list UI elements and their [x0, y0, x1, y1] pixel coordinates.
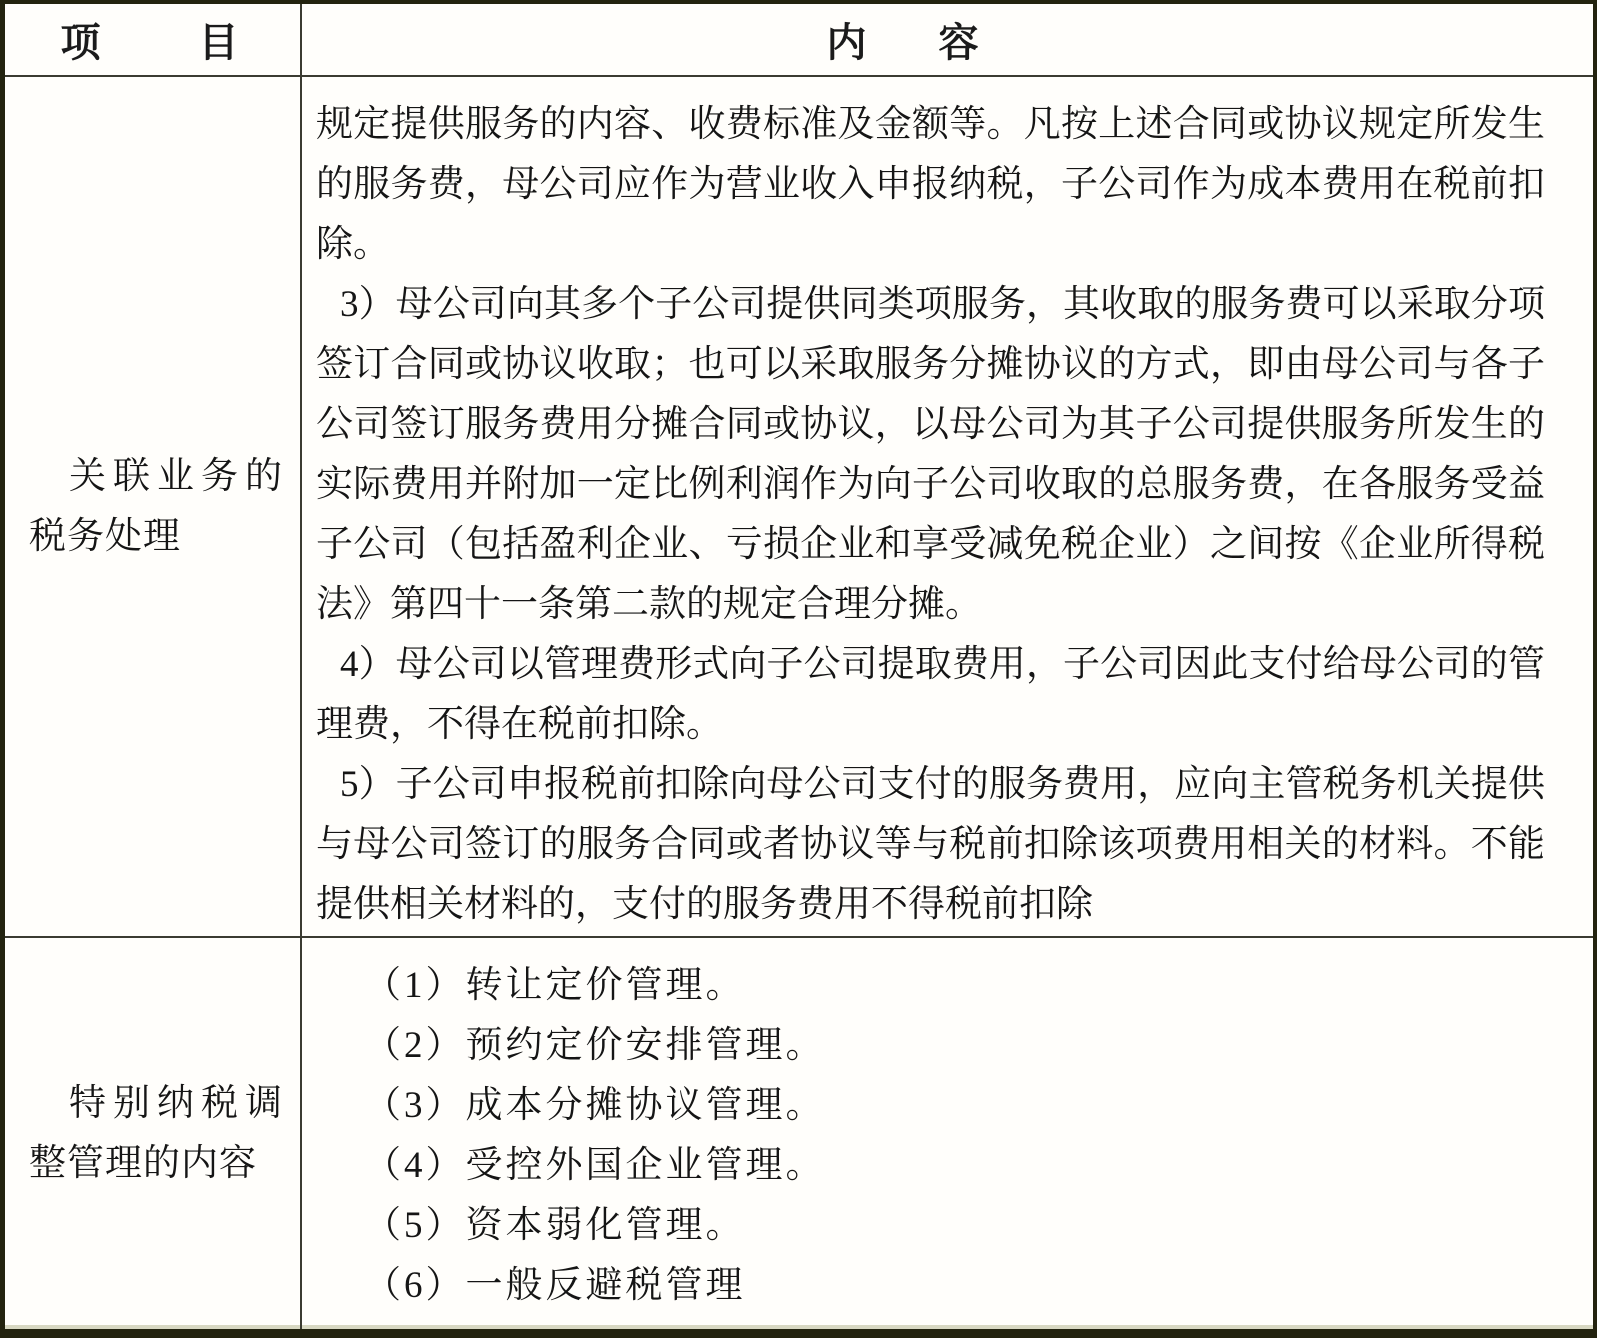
table-grid	[5, 4, 1593, 1329]
row-label-special-tax-adjustment	[5, 938, 302, 1329]
list-item: （2）预约定价安排管理。	[364, 1025, 826, 1066]
list-item: （3）成本分摊协议管理。	[364, 1085, 826, 1126]
column-header-content-label: 内 容	[826, 21, 995, 65]
paragraph: 3）母公司向其多个子公司提供同类项服务，其收取的服务费可以采取分项签订合同或协议收取；也可以采取服务分摊协议的方式，即由母公司与各子公司签订服务费用分摊合同或协议，以母公司为其子公司提供服务所发生的实际费用并附加一定比例利润作为向子公司收取的总服务费，在各服务受益子公司（包括盈利企业、亏损企业和享受减免税企业）之间按《企业所得税法》第四十一条第二款的规定合理分摊。	[316, 284, 1545, 625]
label-line: 关联业务的	[69, 455, 289, 497]
column-header-content	[302, 4, 1593, 77]
list-item: （1）转让定价管理。	[364, 965, 746, 1006]
row-content-related-business-tax-treatment	[302, 77, 1593, 938]
row-label-related-business-tax-treatment	[5, 77, 302, 938]
list-item: （5）资本弱化管理。	[364, 1205, 746, 1246]
paragraph: 5）子公司申报税前扣除向母公司支付的服务费用，应向主管税务机关提供与母公司签订的服务合同或者协议等与税前扣除该项费用相关的材料。不能提供相关材料的，支付的服务费用不得税前扣除	[316, 764, 1545, 925]
label-line: 特别纳税调	[69, 1082, 289, 1124]
paragraph: 规定提供服务的内容、收费标准及金额等。凡按上述合同或协议规定所发生的服务费，母公司应作为营业收入申报纳税，子公司作为成本费用在税前扣除。	[316, 104, 1545, 265]
paragraph: 4）母公司以管理费形式向子公司提取费用，子公司因此支付给母公司的管理费，不得在税前扣除。	[316, 644, 1545, 745]
column-header-item	[5, 4, 302, 77]
list-item: （6）一般反避税管理	[364, 1265, 746, 1306]
label-line: 税务处理	[29, 515, 181, 557]
list-item: （4）受控外国企业管理。	[364, 1145, 826, 1186]
row-content-special-tax-adjustment	[302, 938, 1593, 1329]
label-line: 整管理的内容	[29, 1142, 257, 1184]
column-header-item-label: 项 目	[60, 21, 245, 65]
